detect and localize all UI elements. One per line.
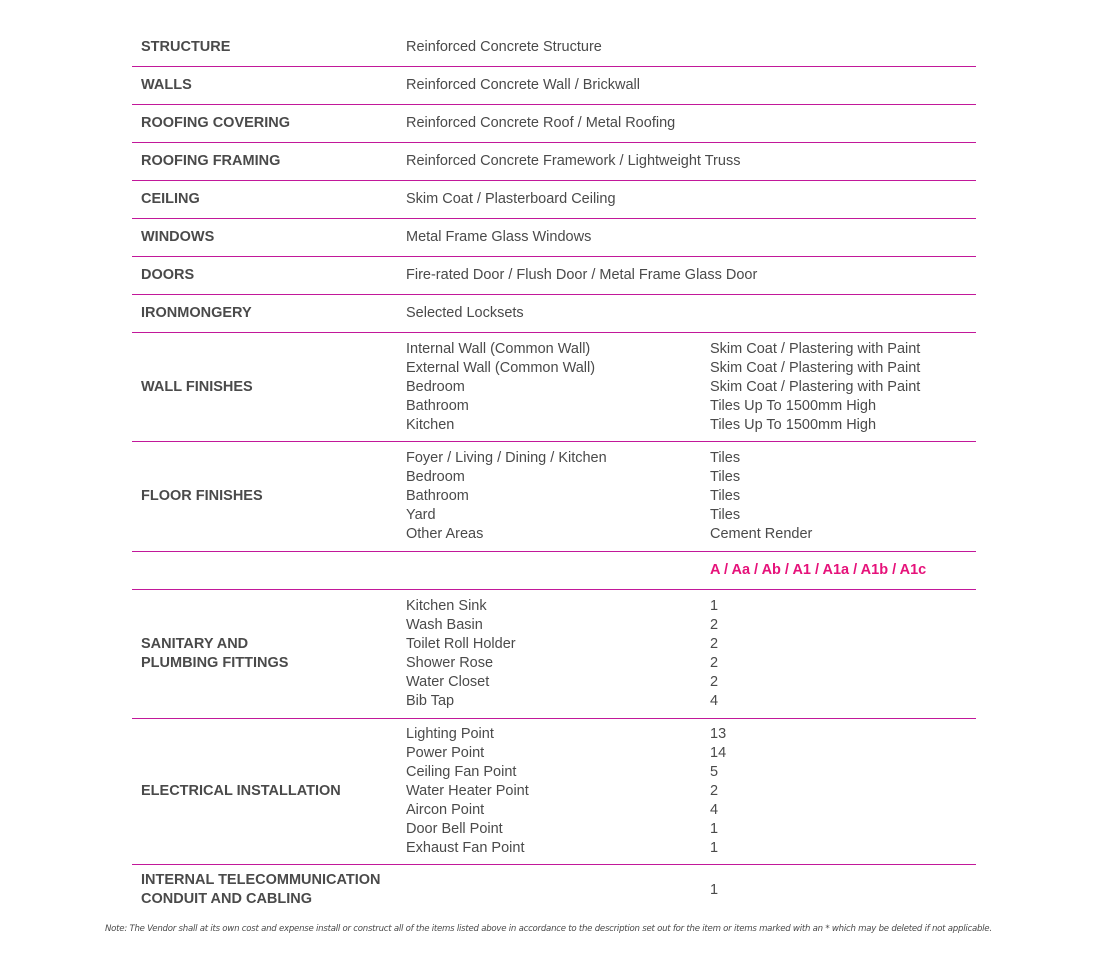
list-item: Wash Basin [406,617,483,633]
list-item: Shower Rose [406,655,494,671]
sanitary-items [406,597,710,711]
spec-label: IRONMONGERY [141,305,252,321]
spec-row-roofing-covering [132,105,976,143]
list-item: 1 [710,598,719,614]
spec-row-sanitary [132,590,976,719]
list-item: Skim Coat / Plastering with Paint [710,359,921,376]
list-item: Bathroom [406,397,469,414]
list-item: Bedroom [406,378,465,395]
list-item: 4 [710,693,719,709]
list-item: External Wall (Common Wall) [406,359,596,376]
spec-row-ceiling [132,181,976,219]
spec-label: WINDOWS [141,229,215,245]
floor-finish-areas [406,449,710,544]
unit-types-row [132,552,976,590]
list-item: Tiles [710,469,741,485]
list-item: Kitchen Sink [406,598,487,614]
list-item: Yard [406,507,436,523]
spec-value: Reinforced Concrete Wall / Brickwall [406,77,640,93]
list-item: Bedroom [406,469,465,485]
wall-finish-types [710,340,976,435]
list-item: Skim Coat / Plastering with Paint [710,340,921,357]
list-item: 1 [710,840,719,856]
spec-value: Reinforced Concrete Structure [406,39,602,55]
list-item: 13 [710,726,727,742]
list-item: Toilet Roll Holder [406,636,516,652]
list-item: Kitchen [406,416,455,433]
list-item: 5 [710,764,719,780]
spec-row-doors [132,257,976,295]
list-item: 4 [710,802,719,818]
list-item: Internal Wall (Common Wall) [406,340,591,357]
spec-label: DOORS [141,267,195,283]
list-item: Tiles [710,450,741,466]
list-item: Water Heater Point [406,783,529,799]
list-item: 1 [710,821,719,837]
spec-row-wall-finishes [132,333,976,442]
spec-label: WALL FINISHES [141,378,253,395]
list-item: 2 [710,617,719,633]
list-item: 14 [710,745,727,761]
spec-row-structure [132,29,976,67]
spec-label [132,635,406,673]
wall-finish-areas [406,340,710,435]
spec-value: Metal Frame Glass Windows [406,229,592,245]
list-item: Power Point [406,745,485,761]
list-item: 2 [710,674,719,690]
spec-label: ELECTRICAL INSTALLATION [141,783,341,799]
list-item: Cement Render [710,526,813,542]
spec-label: STRUCTURE [141,39,231,55]
list-item: Aircon Point [406,802,485,818]
list-item: Tiles Up To 1500mm High [710,416,877,433]
sanitary-quantities [710,597,976,711]
spec-value: Reinforced Concrete Roof / Metal Roofing [406,115,676,131]
electrical-quantities [710,725,976,858]
spec-row-ironmongery [132,295,976,333]
spec-row-walls [132,67,976,105]
spec-row-telecom [132,865,976,915]
label-line: INTERNAL TELECOMMUNICATION [141,872,381,888]
spec-value: Skim Coat / Plasterboard Ceiling [406,191,616,207]
spec-value: Reinforced Concrete Framework / Lightweight Truss [406,153,741,169]
list-item: Water Closet [406,674,490,690]
spec-row-floor-finishes [132,442,976,552]
spec-label [132,871,406,909]
spec-row-electrical [132,719,976,865]
list-item: Bathroom [406,488,469,504]
list-item: 2 [710,655,719,671]
spec-row-roofing-framing [132,143,976,181]
list-item: Bib Tap [406,693,455,709]
unit-types-heading: A / Aa / Ab / A1 / A1a / A1b / A1c [710,562,927,578]
floor-finish-types [710,449,976,544]
spec-label: WALLS [141,77,192,93]
list-item: Exhaust Fan Point [406,840,525,856]
spec-row-windows [132,219,976,257]
list-item: 2 [710,783,719,799]
label-line: PLUMBING FITTINGS [141,655,289,671]
spec-value: Fire-rated Door / Flush Door / Metal Frame Glass Door [406,267,758,283]
list-item: Ceiling Fan Point [406,764,517,780]
list-item: Door Bell Point [406,821,503,837]
footnote: Note: The Vendor shall at its own cost and expense install or construct all of the items listed above in accordance to the description set out for the item or items marked with an * which may be deleted if not applicable. [105,924,992,934]
telecom-quantity: 1 [710,881,719,898]
label-line: CONDUIT AND CABLING [141,891,313,907]
list-item: Lighting Point [406,726,494,742]
specification-table [132,29,976,915]
spec-label: ROOFING FRAMING [141,153,281,169]
spec-value: Selected Locksets [406,305,524,321]
spec-label: CEILING [141,191,200,207]
list-item: Skim Coat / Plastering with Paint [710,378,921,395]
spec-label: ROOFING COVERING [141,115,291,131]
list-item: Tiles [710,488,741,504]
spec-label: FLOOR FINISHES [141,488,263,504]
list-item: Tiles Up To 1500mm High [710,397,877,414]
list-item: Foyer / Living / Dining / Kitchen [406,450,607,466]
electrical-items [406,725,710,858]
list-item: Other Areas [406,526,484,542]
list-item: 2 [710,636,719,652]
label-line: SANITARY AND [141,636,249,652]
list-item: Tiles [710,507,741,523]
